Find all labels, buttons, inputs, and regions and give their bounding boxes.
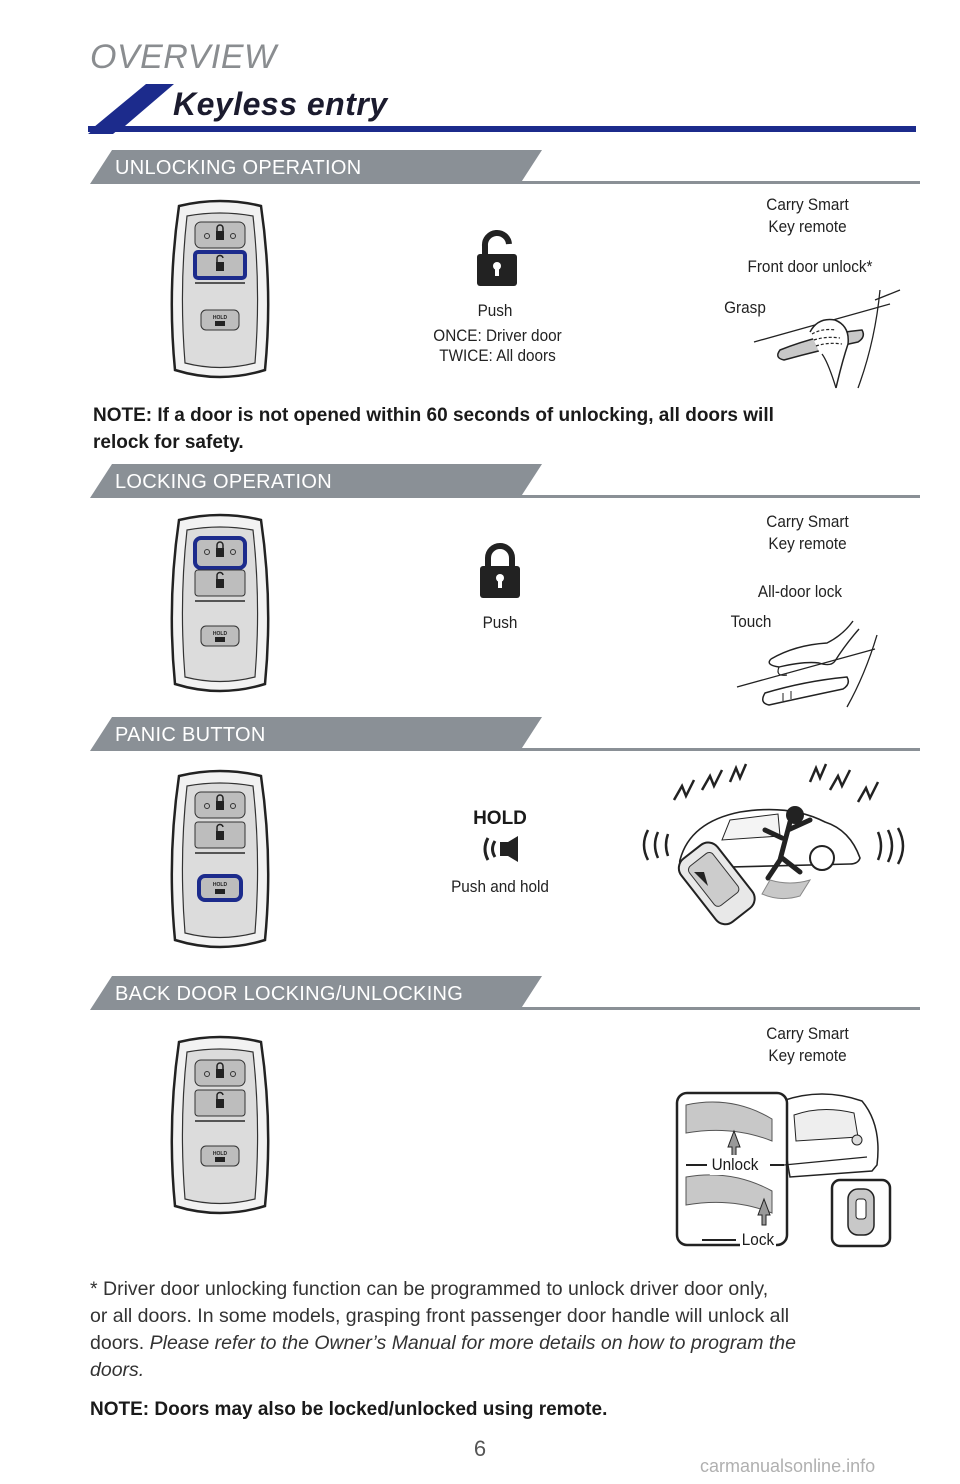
carry-key-label-3a: Carry Smart — [766, 1024, 849, 1043]
svg-text:HOLD: HOLD — [212, 315, 228, 321]
carry-key-label-2b: Key remote — [768, 534, 847, 553]
push-and-hold-label: Push and hold — [451, 877, 549, 896]
overview-heading: OVERVIEW — [90, 38, 277, 76]
touch-label: Touch — [730, 612, 772, 631]
svg-text:HOLD: HOLD — [212, 1151, 228, 1157]
page-title: Keyless entry — [173, 86, 388, 122]
footnote-line-1: * Driver door unlocking function can be programmed to unlock driver door only, — [90, 1278, 769, 1300]
lock-push-label: Push — [482, 613, 518, 632]
unlock-icon — [475, 232, 519, 288]
panic-alarm-car-illustration — [630, 760, 910, 950]
unlock-note-line1: NOTE: If a door is not opened within 60 seconds of unlocking, all doors will — [93, 405, 774, 426]
watermark: carmanualsonline.info — [700, 1456, 876, 1476]
unlock-label: Unlock — [711, 1155, 759, 1174]
lock-icon — [478, 544, 522, 600]
key-fob-panic-illustration — [165, 768, 275, 952]
page-number: 6 — [473, 1436, 487, 1461]
section-title-back-door: BACK DOOR LOCKING/UNLOCKING — [115, 983, 464, 1005]
svg-text:HOLD: HOLD — [212, 882, 228, 888]
footnote-line-3-italic: Please refer to the Owner’s Manual for more details on how to program the — [149, 1332, 796, 1354]
footnote-line-3 — [90, 1330, 900, 1357]
unlock-once-label: ONCE: Driver door — [433, 326, 562, 345]
back-door-illustration — [672, 1085, 897, 1250]
footnote-line-4-italic: doors. — [90, 1359, 145, 1381]
hold-label: HOLD — [473, 808, 527, 829]
key-fob-back-door-illustration — [165, 1034, 275, 1218]
section-title-panic: PANIC BUTTON — [115, 724, 266, 746]
all-door-lock-label: All-door lock — [757, 582, 843, 601]
lock-label: Lock — [741, 1230, 775, 1249]
carry-key-label-2a: Carry Smart — [766, 512, 849, 531]
carry-key-label-1a: Carry Smart — [766, 195, 849, 214]
footnote-line-4 — [90, 1357, 900, 1384]
carry-key-label-3b: Key remote — [768, 1046, 847, 1065]
unlock-push-label: Push — [477, 301, 513, 320]
unlock-twice-label: TWICE: All doors — [439, 346, 556, 365]
front-door-unlock-label: Front door unlock* — [747, 257, 873, 276]
key-fob-lock-illustration — [165, 512, 275, 696]
section-title-locking: LOCKING OPERATION — [115, 471, 332, 493]
section-title-unlocking: UNLOCKING OPERATION — [115, 157, 362, 179]
unlock-note-line2: relock for safety. — [93, 432, 244, 453]
footnote-text — [90, 1276, 900, 1384]
svg-text:HOLD: HOLD — [212, 631, 228, 637]
grasp-label: Grasp — [724, 298, 766, 317]
door-handle-touch-illustration — [735, 615, 885, 710]
remote-note: NOTE: Doors may also be locked/unlocked using remote. — [90, 1399, 608, 1420]
carry-key-label-1b: Key remote — [768, 217, 847, 236]
door-handle-grasp-illustration — [740, 282, 905, 390]
key-fob-unlock-illustration — [165, 198, 275, 382]
footnote-line-2: or all doors. In some models, grasping front passenger door handle will unlock all — [90, 1305, 790, 1327]
footnote-line-3-start: doors. — [90, 1332, 150, 1354]
panic-horn-icon — [480, 834, 522, 864]
